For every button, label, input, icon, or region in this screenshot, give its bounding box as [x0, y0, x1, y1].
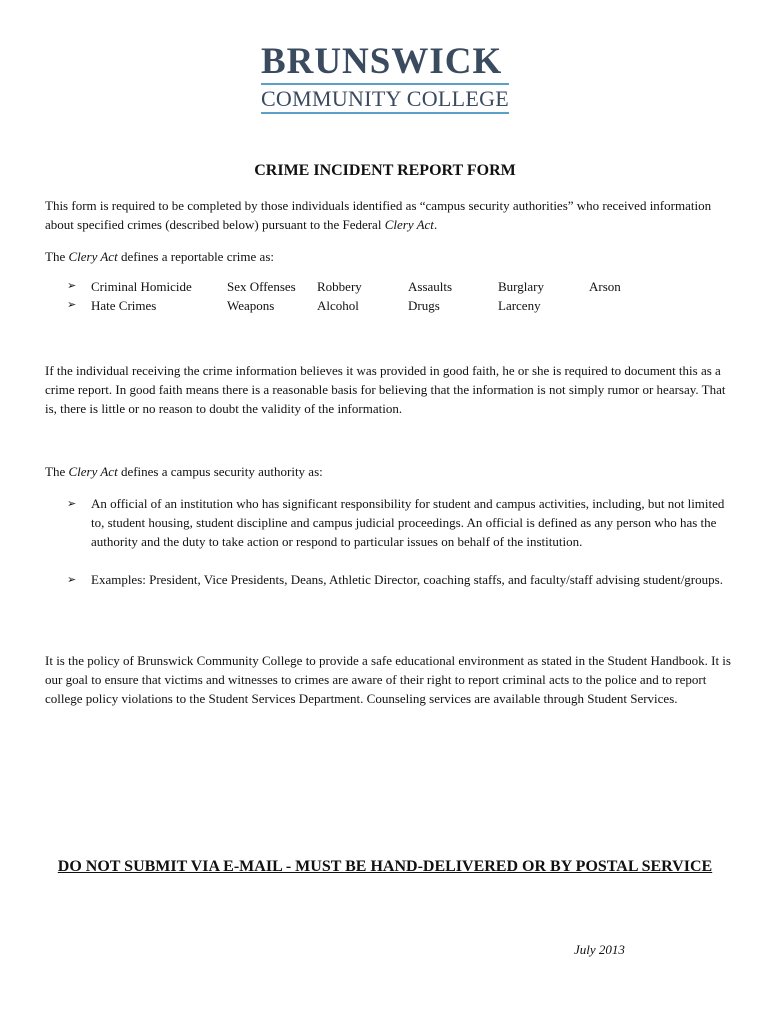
crime-item: Criminal Homicide — [91, 279, 192, 294]
defines-crime-the: The — [45, 249, 69, 264]
intro-paragraph — [45, 196, 735, 234]
bullet-arrow-icon: ➢ — [67, 498, 77, 510]
crime-item: Alcohol — [317, 298, 359, 313]
crime-item: Burglary — [498, 279, 544, 294]
crime-item: Robbery — [317, 279, 362, 294]
revision-date: July 2013 — [574, 942, 625, 957]
clery-act-ref: Clery Act — [384, 217, 434, 232]
crime-definition-heading — [45, 247, 735, 266]
policy-paragraph: It is the policy of Brunswick Community College to provide a safe educational environment as stated in the Student Handbook. It is our goal to ensure that victims and witnesses to crimes are aware of their right to report criminal acts to the police and to report college policy violations to the Student Services Department. Counseling services are available through Student Services. — [45, 653, 731, 706]
logo-line-1: BRUNSWICK — [260, 41, 503, 82]
college-logo — [0, 41, 770, 114]
form-title: CRIME INCIDENT REPORT FORM — [254, 162, 516, 179]
authority-bullet: An official of an institution who has significant responsibility for student and campus activities, including, but not limited to, student housing, student discipline and campus judicial proceedings. An official is defined as any person who has the authority and the duty to take action or respond to particular issues on behalf of the institution. — [91, 496, 725, 549]
defines-authority-the: The — [45, 464, 69, 479]
clery-act-ref: Clery Act — [68, 464, 118, 479]
defines-crime-rest: defines a reportable crime as: — [117, 249, 274, 264]
intro-end: . — [433, 217, 438, 232]
authority-bullet: Examples: President, Vice Presidents, Deans, Athletic Director, coaching staffs, and faculty/staff advising student/groups. — [91, 572, 723, 587]
crime-item: Arson — [589, 279, 621, 294]
logo-rule — [261, 83, 509, 85]
bullet-arrow-icon: ➢ — [67, 299, 77, 311]
defines-authority-rest: defines a campus security authority as: — [117, 464, 323, 479]
crime-item: Weapons — [227, 298, 275, 313]
authority-definition-heading — [45, 462, 735, 481]
crime-item: Drugs — [408, 298, 440, 313]
good-faith-paragraph: If the individual receiving the crime information believes it was provided in good faith, he or she is required to document this as a crime report. In good faith means there is a reasonable basis for believing that the information is not simply rumor or hearsay. That is, there is little or no reason to doubt the validity of the information. — [45, 363, 726, 416]
crime-item: Larceny — [498, 298, 541, 313]
logo-line-2: COMMUNITY COLLEGE — [260, 86, 510, 111]
bullet-arrow-icon: ➢ — [67, 280, 77, 292]
submission-warning: DO NOT SUBMIT VIA E-MAIL - MUST BE HAND-DELIVERED OR BY POSTAL SERVICE — [57, 858, 713, 875]
crime-item: Hate Crimes — [91, 298, 157, 313]
logo-rule-bottom — [261, 112, 509, 114]
crime-item: Assaults — [408, 279, 453, 294]
bullet-arrow-icon: ➢ — [67, 574, 77, 586]
crime-item: Sex Offenses — [227, 279, 296, 294]
clery-act-ref: Clery Act — [68, 249, 118, 264]
intro-text: This form is required to be completed by those individuals identified as “campus security authorities” who received information about specified crimes (described below) pursuant to the Federal — [45, 198, 712, 232]
